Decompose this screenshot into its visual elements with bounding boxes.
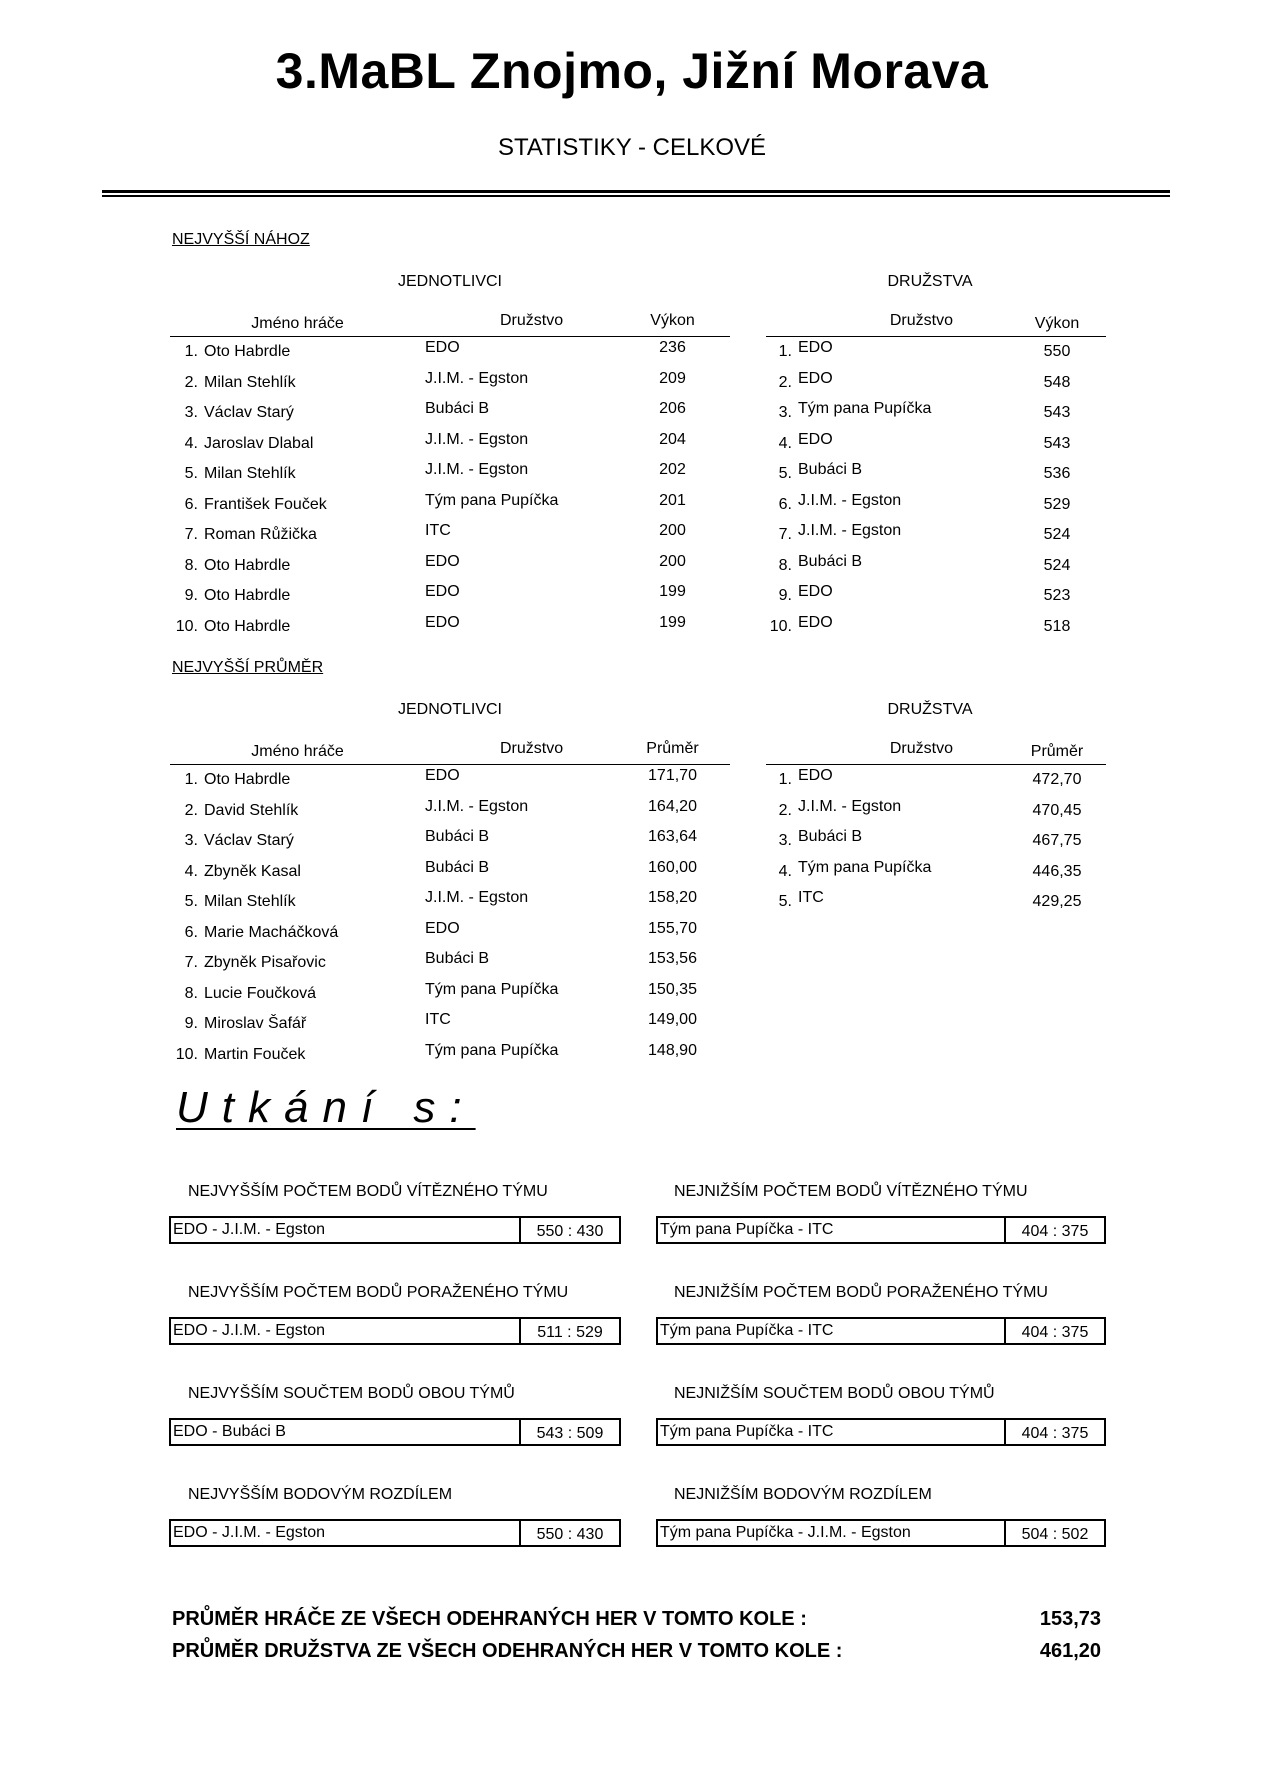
table-row xyxy=(766,368,1106,399)
highest-throw-individuals-table xyxy=(170,298,730,642)
team-average-value: 461,20 xyxy=(1039,1640,1101,1662)
player-value: 150,35 xyxy=(648,980,697,998)
table-row xyxy=(170,765,730,796)
row-rank: 5. xyxy=(184,893,198,911)
row-rank: 3. xyxy=(778,832,792,850)
record-score: 550 : 430 xyxy=(519,1218,619,1242)
player-team: Bubáci B xyxy=(425,828,490,845)
record-label: NEJVYŠŠÍM SOUČTEM BODŮ OBOU TÝMŮ xyxy=(188,1385,515,1402)
table-row xyxy=(170,429,730,460)
player-average-value: 153,73 xyxy=(1039,1608,1101,1630)
record-box xyxy=(169,1216,621,1244)
column-header-team: Družstvo xyxy=(425,726,615,765)
table-row xyxy=(766,490,1106,521)
row-rank: 5. xyxy=(778,465,792,483)
row-rank: 6. xyxy=(778,495,792,513)
record-box xyxy=(169,1519,621,1547)
player-team: EDO xyxy=(425,613,460,631)
table-row xyxy=(766,765,1106,796)
player-name: Václav Starý xyxy=(204,404,294,422)
player-team: Tým pana Pupíčka xyxy=(425,980,559,998)
player-team: J.I.M. - Egston xyxy=(425,430,529,448)
player-name: Oto Habrdle xyxy=(204,771,291,789)
player-team: Bubáci B xyxy=(425,950,490,967)
highest-average-individuals-table xyxy=(170,726,730,1070)
record-match: EDO - J.I.M. - Egston xyxy=(173,1322,326,1339)
record-score: 504 : 502 xyxy=(1004,1521,1104,1545)
row-rank: 7. xyxy=(778,526,792,544)
player-team: J.I.M. - Egston xyxy=(425,889,529,906)
player-value: 171,70 xyxy=(648,767,697,784)
table-row xyxy=(170,979,730,1010)
column-header-score: Výkon xyxy=(615,298,730,337)
row-rank: 8. xyxy=(184,556,198,574)
team-name: Bubáci B xyxy=(798,461,863,478)
team-value: 550 xyxy=(1043,343,1071,361)
player-value: 236 xyxy=(659,339,686,356)
record-score: 543 : 509 xyxy=(519,1420,619,1444)
team-name: Tým pana Pupíčka xyxy=(798,400,932,417)
row-rank: 3. xyxy=(184,832,198,850)
table-row xyxy=(170,490,730,521)
record-match: Tým pana Pupíčka - ITC xyxy=(660,1423,834,1440)
player-name: Roman Růžička xyxy=(204,526,317,544)
player-name: Václav Starý xyxy=(204,832,294,850)
team-value: 524 xyxy=(1043,556,1071,574)
player-value: 164,20 xyxy=(648,797,697,815)
player-value: 202 xyxy=(659,461,686,478)
table-row xyxy=(170,551,730,582)
player-name: Milan Stehlík xyxy=(204,893,296,911)
row-rank: 5. xyxy=(184,465,198,483)
row-rank: 3. xyxy=(184,404,198,422)
player-team: Bubáci B xyxy=(425,858,490,876)
column-header-average: Průměr xyxy=(615,726,730,765)
page-title: 3.MaBL Znojmo, Jižní Morava xyxy=(275,43,989,99)
record-label: NEJVYŠŠÍM POČTEM BODŮ PORAŽENÉHO TÝMU xyxy=(188,1284,569,1301)
row-rank: 7. xyxy=(184,526,198,544)
record-box xyxy=(169,1317,621,1345)
column-header-player-name: Jméno hráče xyxy=(170,726,425,765)
record-label: NEJNIŽŠÍM POČTEM BODŮ PORAŽENÉHO TÝMU xyxy=(674,1284,1048,1301)
record-box xyxy=(656,1519,1106,1547)
row-rank: 6. xyxy=(184,923,198,941)
row-rank: 1. xyxy=(184,771,198,789)
team-value: 470,45 xyxy=(1032,801,1082,819)
table-row xyxy=(170,398,730,429)
column-header-score: Výkon xyxy=(1008,298,1106,337)
team-name: ITC xyxy=(798,889,824,906)
team-value: 524 xyxy=(1043,526,1071,544)
table-header-row xyxy=(170,726,730,765)
player-value: 158,20 xyxy=(648,889,697,906)
player-name: Oto Habrdle xyxy=(204,343,291,361)
table-row xyxy=(170,612,730,643)
row-rank: 2. xyxy=(184,801,198,819)
table-row xyxy=(766,826,1106,857)
table-row xyxy=(766,459,1106,490)
record-score: 404 : 375 xyxy=(1004,1420,1104,1444)
team-name: J.I.M. - Egston xyxy=(798,522,902,539)
team-value: 429,25 xyxy=(1032,893,1082,911)
table-header-row xyxy=(766,726,1106,765)
table-row xyxy=(170,826,730,857)
team-average-label: PRŮMĚR DRUŽSTVA ZE VŠECH ODEHRANÝCH HER V TOMTO KOLE : xyxy=(172,1640,843,1662)
player-team: Tým pana Pupíčka xyxy=(425,491,559,509)
row-rank: 10. xyxy=(769,617,792,635)
player-name: Martin Fouček xyxy=(204,1045,306,1063)
team-value: 548 xyxy=(1043,373,1071,391)
record-label: NEJVYŠŠÍM POČTEM BODŮ VÍTĚZNÉHO TÝMU xyxy=(188,1183,548,1200)
section-title-highest-throw: NEJVYŠŠÍ NÁHOZ xyxy=(172,231,310,248)
column-header-team: Družstvo xyxy=(766,726,1008,765)
table-header-row xyxy=(170,298,730,337)
table-row xyxy=(766,796,1106,827)
row-rank: 8. xyxy=(778,556,792,574)
player-value: 206 xyxy=(659,400,686,417)
player-value: 160,00 xyxy=(648,858,697,876)
table-header-row xyxy=(766,298,1106,337)
player-name: Milan Stehlík xyxy=(204,373,296,391)
table-row xyxy=(170,948,730,979)
team-name: EDO xyxy=(798,369,833,387)
record-label: NEJNIŽŠÍM POČTEM BODŮ VÍTĚZNÉHO TÝMU xyxy=(674,1183,1028,1200)
team-name: EDO xyxy=(798,430,833,448)
table-row xyxy=(170,1009,730,1040)
player-team: EDO xyxy=(425,552,460,570)
team-value: 536 xyxy=(1043,465,1071,483)
player-name: Zbyněk Kasal xyxy=(204,862,301,880)
row-rank: 4. xyxy=(184,434,198,452)
row-rank: 4. xyxy=(184,862,198,880)
table-row xyxy=(170,796,730,827)
record-box xyxy=(656,1317,1106,1345)
table-row xyxy=(170,1040,730,1071)
row-rank: 4. xyxy=(778,434,792,452)
column-header-average: Průměr xyxy=(1008,726,1106,765)
row-rank: 4. xyxy=(778,862,792,880)
individuals-label: JEDNOTLIVCI xyxy=(397,273,502,290)
team-name: EDO xyxy=(798,339,833,356)
section-title-highest-average: NEJVYŠŠÍ PRŮMĚR xyxy=(172,659,324,676)
table-row xyxy=(766,551,1106,582)
player-name: Lucie Foučková xyxy=(204,984,317,1002)
row-rank: 2. xyxy=(778,801,792,819)
player-team: EDO xyxy=(425,583,460,600)
team-name: J.I.M. - Egston xyxy=(798,797,902,815)
player-team: Tým pana Pupíčka xyxy=(425,1041,559,1059)
table-row xyxy=(170,581,730,612)
player-team: EDO xyxy=(425,919,460,937)
row-rank: 10. xyxy=(175,617,198,635)
player-value: 199 xyxy=(659,583,686,600)
team-value: 529 xyxy=(1043,495,1071,513)
header-divider-bottom xyxy=(102,195,1170,197)
record-label: NEJNIŽŠÍM BODOVÝM ROZDÍLEM xyxy=(674,1486,932,1503)
row-rank: 2. xyxy=(184,373,198,391)
record-match: EDO - J.I.M. - Egston xyxy=(173,1524,326,1541)
row-rank: 5. xyxy=(778,893,792,911)
player-name: Marie Macháčková xyxy=(204,923,339,941)
player-name: Zbyněk Pisařovic xyxy=(204,954,326,972)
record-label: NEJNIŽŠÍM SOUČTEM BODŮ OBOU TÝMŮ xyxy=(674,1385,995,1402)
row-rank: 8. xyxy=(184,984,198,1002)
team-name: EDO xyxy=(798,583,833,600)
team-value: 472,70 xyxy=(1032,771,1082,789)
player-team: Bubáci B xyxy=(425,400,490,417)
player-team: ITC xyxy=(425,522,451,539)
record-score: 404 : 375 xyxy=(1004,1218,1104,1242)
player-value: 148,90 xyxy=(648,1041,697,1059)
row-rank: 1. xyxy=(778,343,792,361)
player-team: ITC xyxy=(425,1011,451,1028)
teams-label: DRUŽSTVA xyxy=(887,701,973,718)
player-name: Oto Habrdle xyxy=(204,617,291,635)
record-box xyxy=(169,1418,621,1446)
team-name: EDO xyxy=(798,613,833,631)
player-team: J.I.M. - Egston xyxy=(425,797,529,815)
record-match: Tým pana Pupíčka - ITC xyxy=(660,1221,834,1238)
record-box xyxy=(656,1216,1106,1244)
record-score: 550 : 430 xyxy=(519,1521,619,1545)
player-team: J.I.M. - Egston xyxy=(425,461,529,478)
table-row xyxy=(766,337,1106,368)
table-row xyxy=(170,368,730,399)
team-value: 518 xyxy=(1043,617,1071,635)
player-name: Miroslav Šafář xyxy=(204,1015,307,1033)
table-row xyxy=(766,887,1106,918)
player-team: J.I.M. - Egston xyxy=(425,369,529,387)
team-name: J.I.M. - Egston xyxy=(798,491,902,509)
row-rank: 2. xyxy=(778,373,792,391)
player-name: Oto Habrdle xyxy=(204,556,291,574)
table-row xyxy=(170,887,730,918)
highest-average-teams-table xyxy=(766,726,1106,918)
team-value: 523 xyxy=(1043,587,1071,605)
table-row xyxy=(766,581,1106,612)
team-name: Bubáci B xyxy=(798,828,863,845)
column-header-player-name: Jméno hráče xyxy=(170,298,425,337)
record-label: NEJVYŠŠÍM BODOVÝM ROZDÍLEM xyxy=(188,1486,453,1503)
row-rank: 7. xyxy=(184,954,198,972)
player-value: 200 xyxy=(659,552,686,570)
player-value: 200 xyxy=(659,522,686,539)
table-row xyxy=(766,520,1106,551)
record-match: EDO - J.I.M. - Egston xyxy=(173,1221,326,1238)
table-row xyxy=(766,612,1106,643)
table-row xyxy=(170,459,730,490)
individuals-label: JEDNOTLIVCI xyxy=(397,701,502,718)
player-team: EDO xyxy=(425,767,460,784)
table-row xyxy=(170,857,730,888)
player-name: David Stehlík xyxy=(204,801,299,819)
player-name: František Fouček xyxy=(204,495,327,513)
team-name: Bubáci B xyxy=(798,552,863,570)
table-row xyxy=(170,337,730,368)
record-score: 404 : 375 xyxy=(1004,1319,1104,1343)
row-rank: 6. xyxy=(184,495,198,513)
team-value: 543 xyxy=(1043,434,1071,452)
highest-throw-teams-table xyxy=(766,298,1106,642)
page-subtitle: STATISTIKY - CELKOVÉ xyxy=(497,134,767,161)
row-rank: 3. xyxy=(778,404,792,422)
player-name: Milan Stehlík xyxy=(204,465,296,483)
player-value: 204 xyxy=(659,430,686,448)
team-value: 446,35 xyxy=(1032,862,1082,880)
column-header-team: Družstvo xyxy=(766,298,1008,337)
player-value: 199 xyxy=(659,613,686,631)
player-average-label: PRŮMĚR HRÁČE ZE VŠECH ODEHRANÝCH HER V TOMTO KOLE : xyxy=(172,1608,807,1630)
player-value: 149,00 xyxy=(648,1011,697,1028)
table-row xyxy=(170,918,730,949)
player-value: 155,70 xyxy=(648,919,697,937)
record-match: Tým pana Pupíčka - ITC xyxy=(660,1322,834,1339)
player-value: 153,56 xyxy=(648,950,697,967)
row-rank: 9. xyxy=(184,587,198,605)
player-name: Oto Habrdle xyxy=(204,587,291,605)
column-header-team: Družstvo xyxy=(425,298,615,337)
row-rank: 9. xyxy=(778,587,792,605)
row-rank: 1. xyxy=(184,343,198,361)
player-value: 163,64 xyxy=(648,828,697,845)
record-box xyxy=(656,1418,1106,1446)
player-team: EDO xyxy=(425,339,460,356)
team-value: 467,75 xyxy=(1032,832,1082,850)
player-name: Jaroslav Dlabal xyxy=(204,434,314,452)
table-row xyxy=(766,398,1106,429)
row-rank: 1. xyxy=(778,771,792,789)
player-value: 209 xyxy=(659,369,686,387)
record-score: 511 : 529 xyxy=(519,1319,619,1343)
record-match: EDO - Bubáci B xyxy=(173,1423,286,1440)
header-divider-top xyxy=(102,190,1170,193)
record-match: Tým pana Pupíčka - J.I.M. - Egston xyxy=(660,1524,911,1541)
table-row xyxy=(766,857,1106,888)
team-value: 543 xyxy=(1043,404,1071,422)
table-row xyxy=(170,520,730,551)
team-name: Tým pana Pupíčka xyxy=(798,858,932,876)
team-name: EDO xyxy=(798,767,833,784)
player-value: 201 xyxy=(659,491,686,509)
row-rank: 9. xyxy=(184,1015,198,1033)
teams-label: DRUŽSTVA xyxy=(887,273,973,290)
table-row xyxy=(766,429,1106,460)
row-rank: 10. xyxy=(175,1045,198,1063)
matches-heading: Utkání s: xyxy=(176,1083,476,1132)
